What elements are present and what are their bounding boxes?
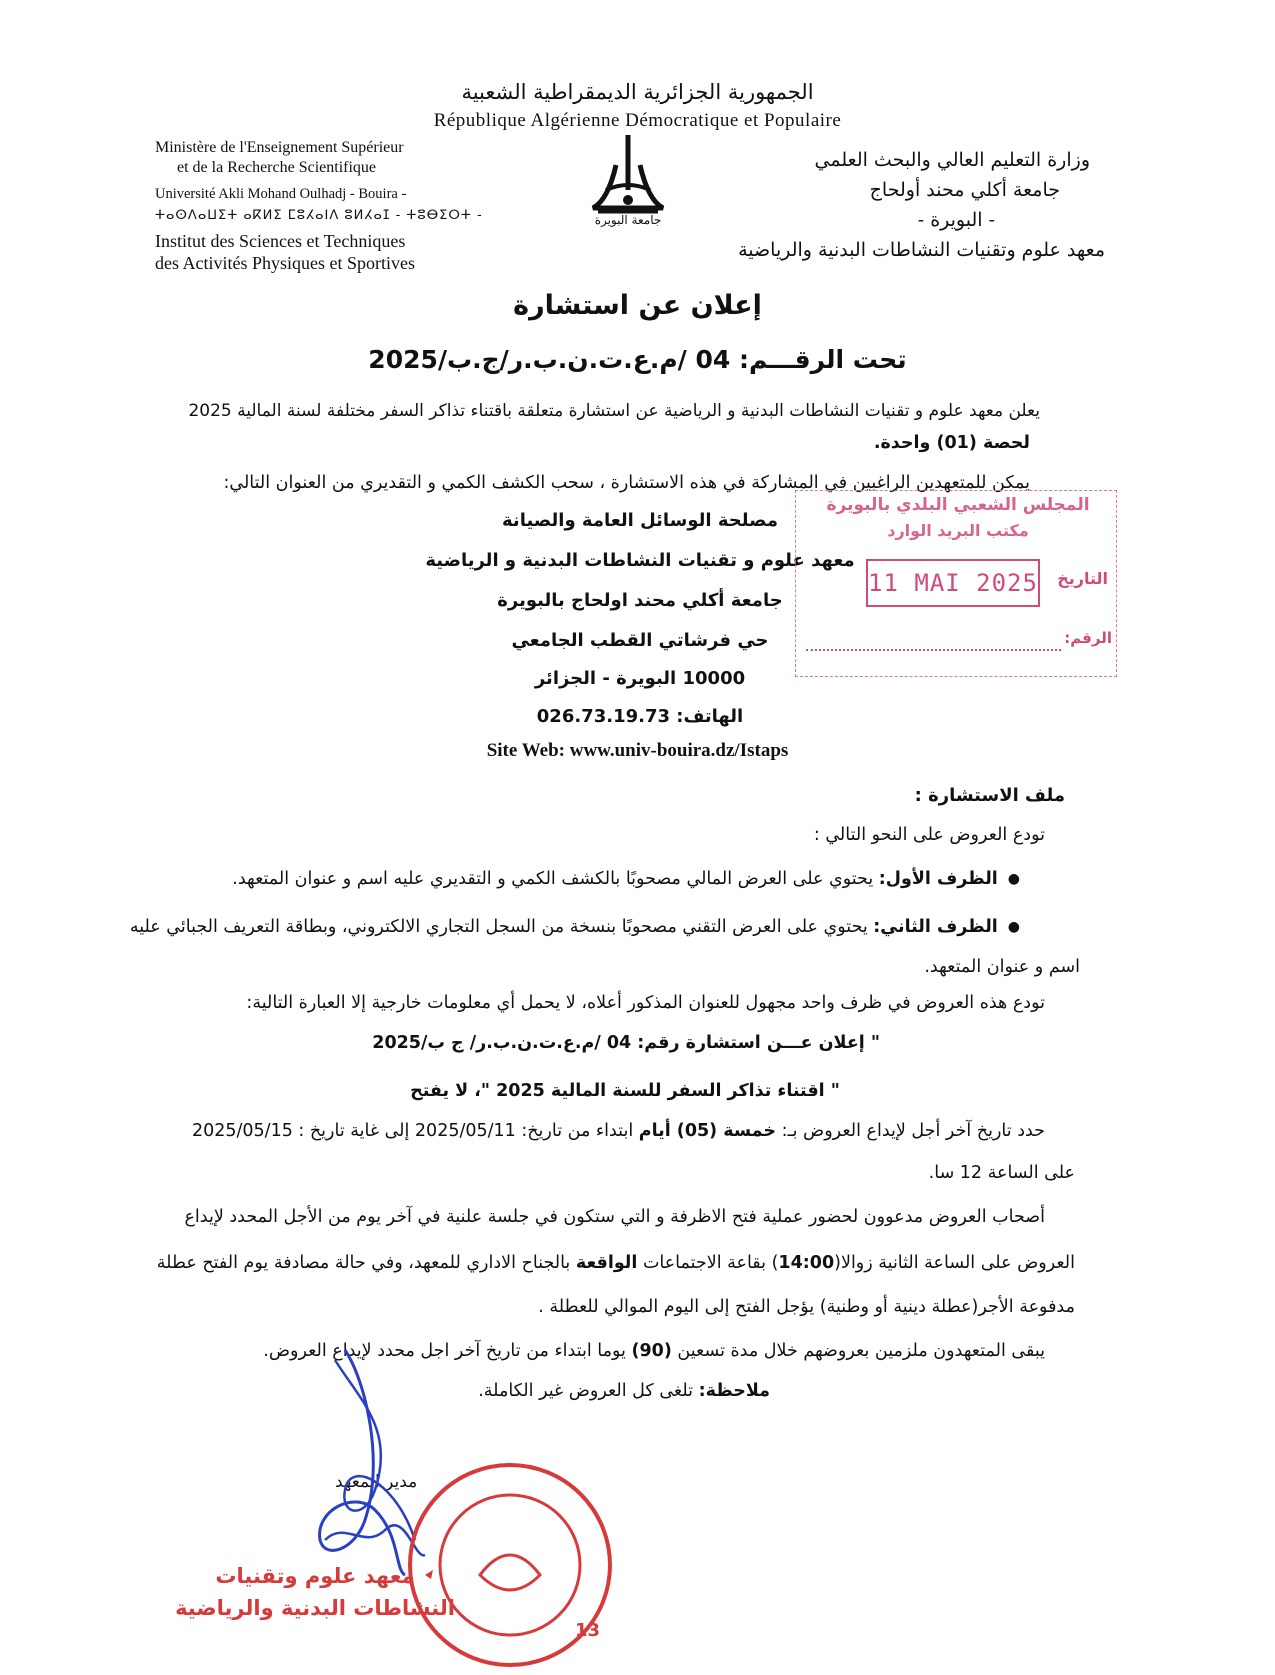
fr-ministry-line2: et de la Recherche Scientifique — [177, 159, 377, 176]
deposit-instructions: تودع هذه العروض في ظرف واحد مجهول للعنوان المذكور أعلاه، لا يحمل أي معلومات خارجية إلا العبارة التالية: — [246, 993, 1045, 1013]
logo-caption: جامعة البويرة — [594, 213, 662, 227]
note-text: تلغى كل العروض غير الكاملة. — [478, 1381, 699, 1401]
address-university: جامعة أكلي محند اولحاج بالبويرة — [497, 590, 783, 611]
stamp-date-label: التاريخ — [1057, 569, 1108, 588]
director-title: مدير المعهد — [335, 1472, 418, 1492]
address-city: 10000 البويرة - الجزائر — [534, 668, 746, 689]
deadline-pre: حدد تاريخ آخر أجل لإيداع العروض بـ: — [776, 1121, 1045, 1141]
header-left-block — [155, 138, 515, 274]
intro-line3: يمكن للمتعهدين الراغبين في المشاركة في هذه الاستشارة ، سحب الكشف الكمي و التقديري من العنوان التالي: — [223, 473, 1030, 493]
envelope-label-line1: " إعلان عـــن استشارة رقم: 04 /م.ع.ت.ن.ب.ر/ ج ب/2025 — [372, 1033, 880, 1053]
opening-line2-a: العروض على الساعة الثانية زوالا( — [834, 1253, 1075, 1273]
fr-institute-line2: des Activités Physiques et Sportives — [155, 253, 415, 273]
envelope2-text: يحتوي على العرض التقني مصحوبًا بنسخة من السجل التجاري الالكتروني، وبطاقة التعريف الجبائي عليه — [129, 917, 874, 937]
deadline-time: على الساعة 12 سا. — [928, 1163, 1075, 1183]
intro-line1: يعلن معهد علوم و تقنيات النشاطات البدنية و الرياضية عن استشارة متعلقة باقتناء تذاكر السفر مختلفة لسنة المالية 2025 — [188, 401, 1040, 421]
envelope1-item — [150, 866, 1020, 892]
header-fr-republic: République Algérienne Démocratique et Populaire — [433, 110, 842, 131]
envelope2-continuation: اسم و عنوان المتعهد. — [924, 957, 1080, 977]
validity-line — [85, 1338, 1045, 1364]
header-right-block — [630, 145, 1105, 265]
validity-days: (90) — [631, 1341, 672, 1361]
seal-line1: معهد علوم وتقنيات — [215, 1564, 415, 1588]
opening-line2 — [85, 1250, 1075, 1276]
address-website: Site Web: www.univ-bouira.dz/Istaps — [486, 740, 789, 761]
opening-line2-b: ) بقاعة الاجتماعات — [637, 1253, 779, 1273]
fr-institute-line1: Institut des Sciences et Techniques — [155, 231, 406, 251]
address-district: حي فرشاتي القطب الجامعي — [511, 630, 769, 651]
tifinagh-university: ⵜⴰⵙⴷⴰⵡⵉⵜ ⴰⴽⵍⵉ ⵎⵓⵃⴰⵏⴷ ⵓⵍⵃⴰⵊ - ⵜⵓⴱⵉⵔⵜ - — [155, 208, 483, 223]
ar-ministry: وزارة التعليم العالي والبحث العلمي — [814, 149, 1090, 171]
opening-place: الواقعة — [575, 1253, 638, 1273]
envelope2-item — [30, 914, 1020, 940]
dossier-heading: ملف الاستشارة : — [914, 785, 1065, 806]
incoming-mail-stamp — [795, 490, 1117, 677]
opening-time: 14:00 — [778, 1253, 835, 1273]
validity-post: يوما ابتداء من تاريخ آخر اجل محدد لإيداع العروض. — [263, 1341, 632, 1361]
institute-seal — [150, 1560, 480, 1624]
stamp-date: 11 MAI 2025 — [866, 559, 1040, 607]
stamp-line2: مكتب البريد الوارد — [887, 521, 1029, 540]
ar-university: جامعة أكلي محند أولحاج — [869, 179, 1060, 201]
ar-city: - البويرة - — [917, 209, 995, 231]
stamp-number-label: الرقم: — [1064, 629, 1112, 647]
document-title: إعلان عن استشارة — [513, 290, 762, 321]
address-institute: معهد علوم و تقنيات النشاطات البدنية و الرياضية — [425, 550, 855, 571]
ar-institute: معهد علوم وتقنيات النشاطات البدنية والرياضية — [738, 239, 1105, 261]
opening-line2-c: بالجناح الاداري للمعهد، وفي حالة مصادفة يوم الفتح عطلة — [156, 1253, 576, 1273]
stamp-line1: المجلس الشعبي البلدي بالبويرة — [826, 495, 1090, 515]
document-reference: تحت الرقـــم: 04 /م.ع.ت.ن.ب.ر/ج.ب/2025 — [368, 345, 907, 374]
deadline-line — [85, 1118, 1045, 1144]
seal-number: 13 — [575, 1620, 601, 1641]
validity-pre: يبقى المتعهدون ملزمين بعروضهم خلال مدة تسعين — [671, 1341, 1045, 1361]
address-phone: الهاتف: 026.73.19.73 — [536, 706, 744, 727]
header-ar-republic: الجمهورية الجزائرية الديمقراطية الشعبية — [461, 80, 814, 104]
deadline-post: ابتداء من تاريخ: 2025/05/11 إلى غاية تاريخ : 2025/05/15 — [191, 1121, 639, 1141]
fr-ministry-line1: Ministère de l'Enseignement Supérieur — [155, 139, 404, 156]
envelope-label-line2: " اقتناء تذاكر السفر للسنة المالية 2025 "، لا يفتح — [410, 1081, 840, 1101]
fr-university: Université Akli Mohand Oulhadj - Bouira - — [155, 186, 407, 202]
address-service: مصلحة الوسائل العامة والصيانة — [502, 510, 778, 531]
stamp-dotted-line — [806, 649, 1061, 651]
opening-line1: أصحاب العروض مدعوون لحضور عملية فتح الاظرفة و التي ستكون في جلسة علنية في آخر يوم من الأجل المحدد لإيداع — [184, 1207, 1045, 1227]
intro-line2: لحصة (01) واحدة. — [873, 433, 1030, 453]
note-label: ملاحظة: — [698, 1381, 770, 1401]
envelope2-label: الظرف الثاني: — [873, 917, 998, 937]
seal-line2: النشاطات البدنية والرياضية — [175, 1596, 455, 1620]
envelope1-text: يحتوي على العرض المالي مصحوبًا بالكشف الكمي و التقديري عليه اسم و عنوان المتعهد. — [232, 869, 879, 889]
envelope1-label: الظرف الأول: — [878, 869, 998, 889]
deadline-days: خمسة (05) أيام — [638, 1121, 777, 1141]
opening-line3: مدفوعة الأجر(عطلة دينية أو وطنية) يؤجل الفتح إلى اليوم الموالي للعطلة . — [538, 1297, 1075, 1317]
dossier-intro: تودع العروض على النحو التالي : — [813, 825, 1045, 845]
